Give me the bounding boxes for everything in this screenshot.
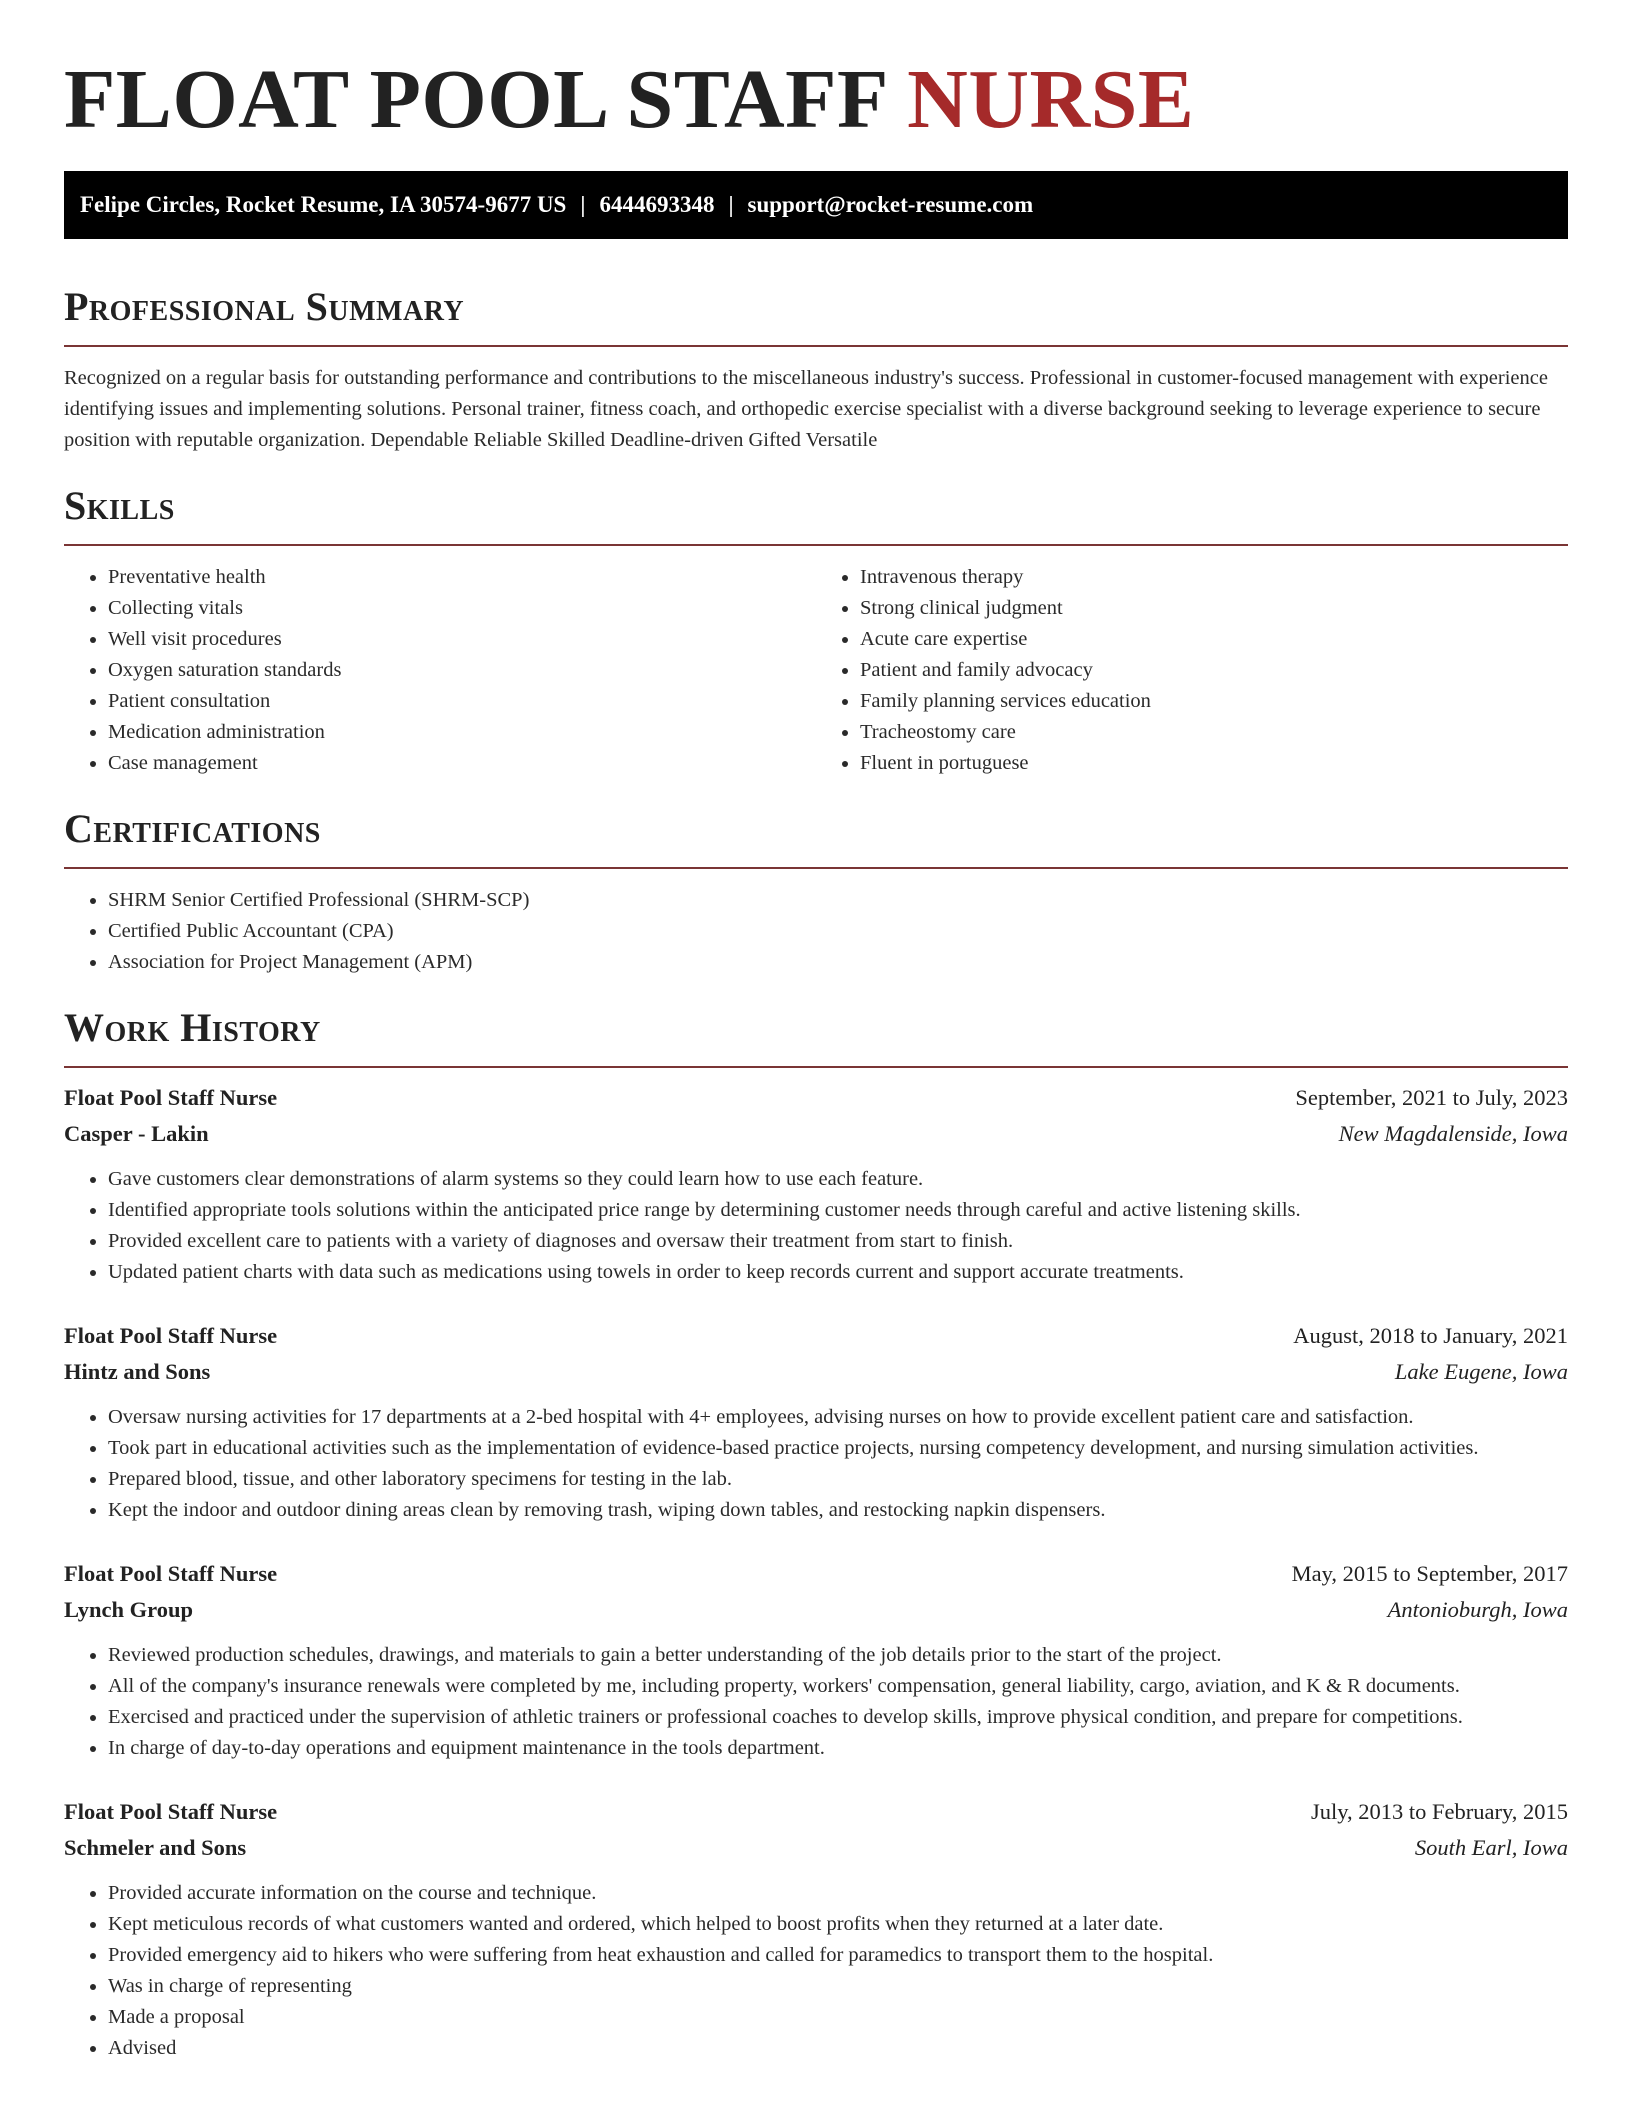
job-duties-list [64, 1402, 1568, 1526]
job-dates: September, 2021 to July, 2023 [1295, 1084, 1568, 1110]
job-entry [64, 1794, 1568, 2064]
job-company-row [64, 1830, 1568, 1866]
title-accent: NURSE [907, 53, 1195, 146]
section-divider [64, 544, 1568, 546]
job-company: Hintz and Sons [64, 1358, 211, 1384]
skill-item: • Well visit procedures [108, 624, 816, 655]
contact-separator: | [728, 191, 734, 217]
section-divider [64, 1066, 1568, 1068]
contact-bar [64, 171, 1568, 239]
job-dates: July, 2013 to February, 2015 [1310, 1798, 1568, 1824]
job-entry [64, 1318, 1568, 1526]
certification-item: • Certified Public Accountant (CPA) [108, 916, 1568, 947]
skill-item: • Case management [108, 748, 816, 779]
job-duty-item: • Was in charge of representing [108, 1971, 1568, 2002]
job-entry [64, 1556, 1568, 1764]
resume-title [64, 52, 1568, 149]
job-entry [64, 1080, 1568, 1288]
job-duty-item: • Gave customers clear demonstrations of alarm systems so they could learn how to use each feature. [108, 1164, 1568, 1195]
contact-email: support@rocket-resume.com [747, 191, 1034, 217]
skill-item: • Fluent in portuguese [860, 748, 1568, 779]
job-title: Float Pool Staff Nurse [64, 1084, 278, 1110]
job-company: Schmeler and Sons [64, 1834, 247, 1860]
skill-item: • Oxygen saturation standards [108, 655, 816, 686]
skill-item: • Intravenous therapy [860, 562, 1568, 593]
job-header-row [64, 1794, 1568, 1830]
job-location: New Magdalenside, Iowa [1338, 1120, 1568, 1146]
certification-item: • Association for Project Management (APM) [108, 947, 1568, 978]
skills-list-left [64, 562, 816, 779]
job-duty-item: • Provided accurate information on the course and technique. [108, 1878, 1568, 1909]
job-company: Casper - Lakin [64, 1120, 209, 1146]
job-duty-item: • Kept meticulous records of what customers wanted and ordered, which helped to boost profits when they returned at a later date. [108, 1909, 1568, 1940]
skill-item: • Medication administration [108, 717, 816, 748]
job-duty-item: • Advised [108, 2033, 1568, 2064]
section-heading: Work History [64, 1004, 321, 1050]
section-divider [64, 867, 1568, 869]
section-heading: Certifications [64, 805, 321, 851]
job-duty-item: • Made a proposal [108, 2002, 1568, 2033]
contact-phone: 6444693348 [599, 191, 715, 217]
skill-item: • Collecting vitals [108, 593, 816, 624]
job-dates: May, 2015 to September, 2017 [1291, 1560, 1568, 1586]
job-header-row [64, 1080, 1568, 1116]
job-duty-item: • Exercised and practiced under the supervision of athletic trainers or professional coaches to develop skills, improve physical condition, and prepare for competitions. [108, 1702, 1568, 1733]
certifications-list [64, 885, 1568, 978]
job-duty-item: • Updated patient charts with data such as medications using towels in order to keep records current and support accurate treatments. [108, 1257, 1568, 1288]
job-dates: August, 2018 to January, 2021 [1293, 1322, 1568, 1348]
job-duties-list [64, 1640, 1568, 1764]
section-divider [64, 345, 1568, 347]
skill-item: • Patient and family advocacy [860, 655, 1568, 686]
job-header-row [64, 1318, 1568, 1354]
skill-item: • Acute care expertise [860, 624, 1568, 655]
certifications-section [64, 807, 1568, 978]
job-company-row [64, 1116, 1568, 1152]
job-duty-item: • All of the company's insurance renewals were completed by me, including property, workers' compensation, general liability, cargo, aviation, and K & R documents. [108, 1671, 1568, 1702]
summary-text: Recognized on a regular basis for outstanding performance and contributions to the miscellaneous industry's success. Professional in customer-focused management with experience identifying issues and implementing solutions. Personal trainer, fitness coach, and orthopedic exercise specialist with a diverse background seeking to leverage experience to secure position with reputable organization. Dependable Reliable Skilled Deadline-driven Gifted Versatile [64, 366, 1548, 451]
contact-separator: | [580, 191, 586, 217]
job-duty-item: • Provided emergency aid to hikers who were suffering from heat exhaustion and called for paramedics to transport them to the hospital. [108, 1940, 1568, 1971]
job-company: Lynch Group [64, 1596, 194, 1622]
job-duty-item: • Reviewed production schedules, drawings, and materials to gain a better understanding of the job details prior to the start of the project. [108, 1640, 1568, 1671]
skill-item: • Family planning services education [860, 686, 1568, 717]
work-history-section [64, 1006, 1568, 2064]
job-duty-item: • Kept the indoor and outdoor dining areas clean by removing trash, wiping down tables, and restocking napkin dispensers. [108, 1495, 1568, 1526]
job-title: Float Pool Staff Nurse [64, 1322, 278, 1348]
certification-item: • SHRM Senior Certified Professional (SHRM-SCP) [108, 885, 1568, 916]
section-heading: Professional Summary [64, 283, 465, 329]
skill-item: • Preventative health [108, 562, 816, 593]
contact-address: Felipe Circles, Rocket Resume, IA 30574-9677 US [80, 191, 567, 217]
job-duty-item: • In charge of day-to-day operations and equipment maintenance in the tools department. [108, 1733, 1568, 1764]
job-title: Float Pool Staff Nurse [64, 1798, 278, 1824]
job-duties-list [64, 1878, 1568, 2064]
skills-grid [64, 562, 1568, 779]
skill-item: • Patient consultation [108, 686, 816, 717]
job-company-row [64, 1354, 1568, 1390]
job-list [64, 1080, 1568, 2064]
summary-section [64, 285, 1568, 456]
job-duty-item: • Provided excellent care to patients with a variety of diagnoses and oversaw their treatment from start to finish. [108, 1226, 1568, 1257]
section-heading: Skills [64, 482, 175, 528]
job-duty-item: • Identified appropriate tools solutions within the anticipated price range by determining customer needs through careful and active listening skills. [108, 1195, 1568, 1226]
skills-list-right [816, 562, 1568, 779]
job-location: South Earl, Iowa [1414, 1834, 1568, 1860]
skill-item: • Strong clinical judgment [860, 593, 1568, 624]
job-header-row [64, 1556, 1568, 1592]
job-duty-item: • Prepared blood, tissue, and other laboratory specimens for testing in the lab. [108, 1464, 1568, 1495]
job-company-row [64, 1592, 1568, 1628]
skills-section [64, 484, 1568, 779]
job-location: Lake Eugene, Iowa [1394, 1358, 1568, 1384]
skill-item: • Tracheostomy care [860, 717, 1568, 748]
title-main: FLOAT POOL STAFF [64, 53, 886, 146]
job-location: Antonioburgh, Iowa [1387, 1596, 1568, 1622]
job-duty-item: • Oversaw nursing activities for 17 departments at a 2-bed hospital with 4+ employees, advising nurses on how to provide excellent patient care and satisfaction. [108, 1402, 1568, 1433]
job-title: Float Pool Staff Nurse [64, 1560, 278, 1586]
skills-column-right [816, 562, 1568, 779]
job-duty-item: • Took part in educational activities such as the implementation of evidence-based practice projects, nursing competency development, and nursing simulation activities. [108, 1433, 1568, 1464]
skills-column-left [64, 562, 816, 779]
job-duties-list [64, 1164, 1568, 1288]
